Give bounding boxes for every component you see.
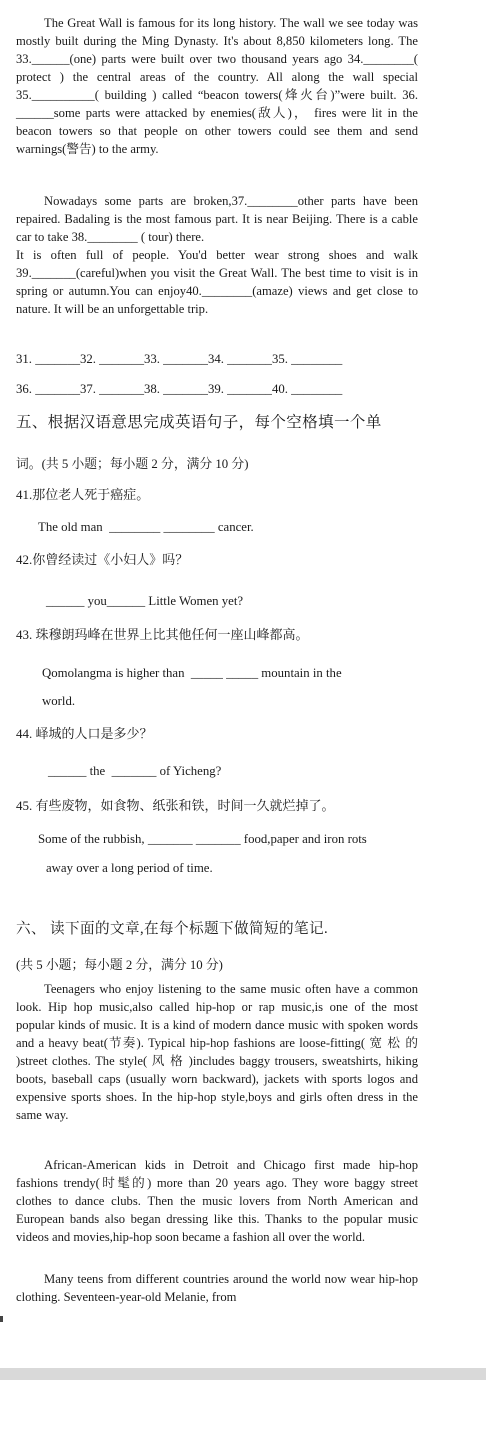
passage2-para1: Teenagers who enjoy listening to the same music often have a common look. Hip hop music,also called hip-hop or rap music,is one of the most popular kinds of music. It is a kind of modern dance music with spoken words and a heavy beat(节奏). Typical hip-hop fashions are loose-fitting( 宽 松 的 )street clothes. The style( 风 格 )includes baggy trousers, sweatshirts, hiking boots, baseball caps (usually worn backward), jackets with sports logos and expensive sports shoes. In the hip-hop style,boys and girls often dress in the same way. [16, 982, 418, 1122]
answer-line-45-cont: away over a long period of time. [46, 861, 213, 875]
question-42: 42.你曾经读过《小妇人》吗？ [16, 552, 189, 567]
question-45: 45. 有些废物，如食物、纸张和铁，时间一久就烂掉了。 [16, 798, 335, 813]
section6-subtitle: (共 5 小题；每小题 2 分，满分 10 分) [16, 958, 223, 972]
passage2-para2: African-American kids in Detroit and Chicago first made hip-hop fashions trendy(时髦的) more than 20 years ago. They wore baggy street clothes to dance clubs. Then the music lovers from North American and European bands also began dressing like this. Thanks to the popular music videos and movies,hip-hop soon became a fashion all over the world. [16, 1158, 418, 1244]
passage1-para1: The Great Wall is famous for its long history. The wall we see today was mostly built during the Ming Dynasty. It's about 8,850 kilometers long. The 33.______(one) parts were built over two thousand years ago 34.________( protect ) the central areas of the country. All along the wall special 35.__________( building ) called “beacon towers(烽火台)”were built. 36. ______some parts were attacked by enemies(敌人)， fires were lit in the beacon towers so that people on other towers could see them and send warnings(警告) to the army. [16, 16, 418, 156]
question-41: 41.那位老人死于癌症。 [16, 487, 150, 502]
answer-line-43: Qomolangma is higher than _____ _____ mountain in the [42, 666, 342, 680]
page-edge-mark [0, 1316, 3, 1322]
answer-line-44: ______ the _______ of Yicheng? [48, 764, 222, 778]
passage1-para3: It is often full of people. You'd better wear strong shoes and walk 39._______(careful)when you visit the Great Wall. The best time to visit is in spring or autumn.You can enjoy40.________(amaze) views and get close to nature. It will be an unforgettable trip. [16, 248, 418, 316]
answer-line-43-cont: world. [42, 694, 76, 708]
section5-title: 五、根据汉语意思完成英语句子，每个空格填一个单 [16, 414, 382, 431]
question-43: 43. 珠穆朗玛峰在世界上比其他任何一座山峰都高。 [16, 627, 309, 642]
answer-line-45: Some of the rubbish, _______ _______ food,paper and iron rots [38, 832, 367, 846]
answer-row-31-35: 31. _______32. _______33. _______34. _______35. ________ [16, 352, 343, 366]
question-44: 44. 峄城的人口是多少？ [16, 726, 153, 741]
answer-line-42: ______ you______ Little Women yet? [46, 594, 244, 608]
answer-row-36-40: 36. _______37. _______38. _______39. _______40. ________ [16, 382, 343, 396]
section5-title-cont: 词。(共 5 小题；每小题 2 分，满分 10 分) [16, 457, 249, 471]
answer-line-41: The old man ________ ________ cancer. [38, 520, 254, 534]
section6-title: 六、 读下面的文章,在每个标题下做简短的笔记. [16, 921, 329, 937]
passage1-para2: Nowadays some parts are broken,37.________other parts have been repaired. Badaling is the most famous part. It is near Beijing. There is a cable car to take 38.________ ( tour) there. [16, 194, 418, 244]
passage2-para3: Many teens from different countries around the world now wear hip-hop clothing. Seventeen-year-old Melanie, from [16, 1272, 418, 1304]
page-bottom-band [0, 1368, 486, 1380]
